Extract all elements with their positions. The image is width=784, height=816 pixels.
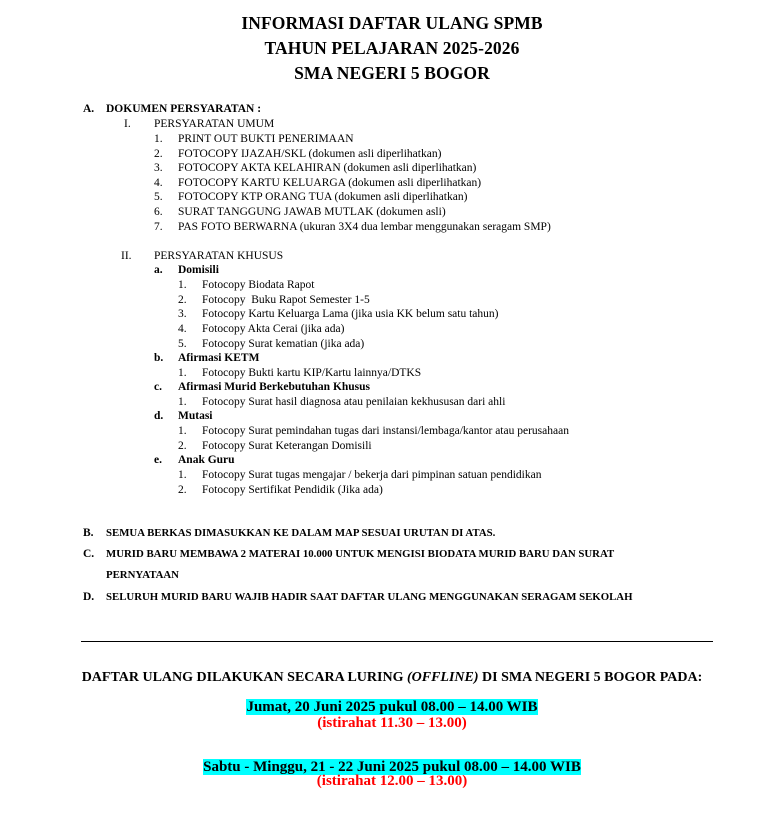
announcement-offline: (OFFLINE) [406, 670, 479, 685]
khusus-item-num: 3. [178, 308, 187, 320]
khusus-item: Fotocopy Biodata Rapot [202, 279, 315, 291]
khusus-item: Fotocopy Buku Rapot Semester 1-5 [202, 294, 370, 306]
umum-item-num: 1. [154, 133, 163, 145]
umum-item-num: 4. [154, 177, 163, 189]
umum-item-num: 2. [154, 148, 163, 160]
umum-item-num: 3. [154, 162, 163, 174]
schedule-date: Sabtu - Minggu, 21 - 22 Juni 2025 pukul 08.00 – 14.00 WIB [203, 759, 581, 775]
announcement-post: DI SMA NEGERI 5 BOGOR PADA: [478, 670, 703, 685]
umum-item: PAS FOTO BERWARNA (ukuran 3X4 dua lembar menggunakan seragam SMP) [178, 221, 551, 233]
khusus-heading: PERSYARATAN KHUSUS [154, 250, 284, 262]
khusus-item-num: 4. [178, 323, 187, 335]
section-c-line1: MURID BARU MEMBAWA 2 MATERAI 10.000 UNTUK MENGISI BIODATA MURID BARU DAN SURAT [106, 548, 615, 560]
schedule-break: (istirahat 11.30 – 13.00) [317, 715, 467, 731]
khusus-group-letter: a. [154, 264, 163, 276]
khusus-group-letter: c. [154, 381, 162, 393]
section-a-marker: A. [83, 103, 95, 115]
khusus-item-num: 5. [178, 338, 187, 350]
khusus-group-name: Domisili [178, 264, 219, 276]
khusus-group-name: Afirmasi KETM [178, 352, 260, 364]
schedule-date: Jumat, 20 Juni 2025 pukul 08.00 – 14.00 WIB [246, 699, 538, 715]
umum-heading: PERSYARATAN UMUM [154, 118, 275, 130]
schedule-day1-break [0, 714, 784, 732]
schedule-break: (istirahat 12.00 – 13.00) [316, 773, 468, 789]
announcement [0, 670, 784, 686]
section-c-marker: C. [83, 548, 95, 560]
khusus-item-num: 1. [178, 425, 187, 437]
umum-item: FOTOCOPY AKTA KELAHIRAN (dokumen asli diperlihatkan) [178, 162, 477, 174]
khusus-group-letter: d. [154, 410, 164, 422]
khusus-item-num: 1. [178, 367, 187, 379]
khusus-group-letter: b. [154, 352, 164, 364]
khusus-item: Fotocopy Kartu Keluarga Lama (jika usia KK belum satu tahun) [202, 308, 499, 320]
khusus-marker: II. [121, 250, 132, 262]
umum-item-num: 5. [154, 191, 163, 203]
khusus-group-name: Mutasi [178, 410, 213, 422]
doc-title-line3: SMA NEGERI 5 BOGOR [294, 63, 490, 83]
khusus-item: Fotocopy Surat Keterangan Domisili [202, 440, 372, 452]
umum-item: FOTOCOPY IJAZAH/SKL (dokumen asli diperlihatkan) [178, 148, 442, 160]
khusus-item: Fotocopy Surat tugas mengajar / bekerja dari pimpinan satuan pendidikan [202, 469, 542, 481]
umum-item: SURAT TANGGUNG JAWAB MUTLAK (dokumen asli) [178, 206, 446, 218]
khusus-group-letter: e. [154, 454, 162, 466]
doc-title-line2: TAHUN PELAJARAN 2025-2026 [264, 38, 520, 58]
announcement-pre: DAFTAR ULANG DILAKUKAN SECARA LURING [81, 670, 407, 685]
umum-item-num: 7. [154, 221, 163, 233]
umum-item: PRINT OUT BUKTI PENERIMAAN [178, 133, 354, 145]
divider [81, 641, 713, 642]
khusus-group-name: Anak Guru [178, 454, 235, 466]
khusus-item: Fotocopy Surat hasil diagnosa atau penilaian kekhususan dari ahli [202, 396, 506, 408]
umum-item: FOTOCOPY KARTU KELUARGA (dokumen asli diperlihatkan) [178, 177, 482, 189]
khusus-item: Fotocopy Surat kematian (jika ada) [202, 338, 365, 350]
khusus-item-num: 2. [178, 440, 187, 452]
khusus-item: Fotocopy Akta Cerai (jika ada) [202, 323, 345, 335]
section-b-marker: B. [83, 527, 94, 539]
umum-item-num: 6. [154, 206, 163, 218]
khusus-item-num: 1. [178, 469, 187, 481]
khusus-item: Fotocopy Bukti kartu KIP/Kartu lainnya/DTKS [202, 367, 422, 379]
section-d-text: SELURUH MURID BARU WAJIB HADIR SAAT DAFTAR ULANG MENGGUNAKAN SERAGAM SEKOLAH [106, 591, 633, 603]
schedule-day2-break [0, 772, 784, 790]
khusus-item: Fotocopy Surat pemindahan tugas dari instansi/lembaga/kantor atau perusahaan [202, 425, 569, 437]
khusus-item-num: 1. [178, 279, 187, 291]
section-c-line2: PERNYATAAN [106, 569, 179, 581]
umum-marker: I. [124, 118, 131, 130]
section-d-marker: D. [83, 591, 95, 603]
khusus-item-num: 2. [178, 484, 187, 496]
doc-title-line1: INFORMASI DAFTAR ULANG SPMB [241, 13, 543, 33]
section-a-heading: DOKUMEN PERSYARATAN : [106, 103, 262, 115]
khusus-item-num: 1. [178, 396, 187, 408]
khusus-group-name: Afirmasi Murid Berkebutuhan Khusus [178, 381, 371, 393]
khusus-item-num: 2. [178, 294, 187, 306]
umum-item: FOTOCOPY KTP ORANG TUA (dokumen asli diperlihatkan) [178, 191, 468, 203]
khusus-item: Fotocopy Sertifikat Pendidik (Jika ada) [202, 484, 383, 496]
section-b-text: SEMUA BERKAS DIMASUKKAN KE DALAM MAP SESUAI URUTAN DI ATAS. [106, 527, 496, 539]
